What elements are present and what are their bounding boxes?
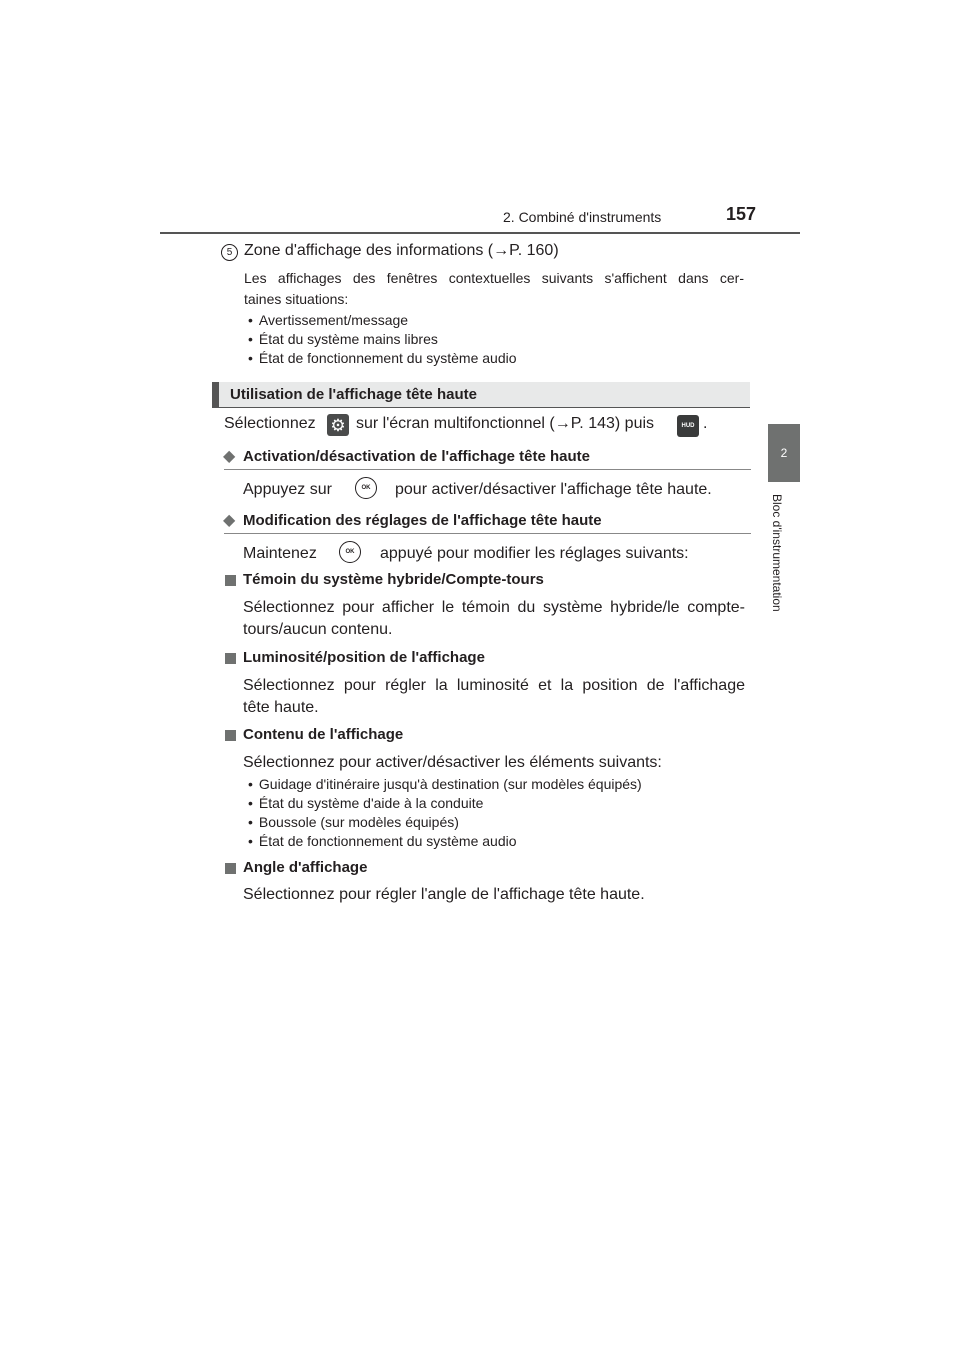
setting-bullet: • Boussole (sur modèles équipés) xyxy=(248,814,459,830)
section-heading-bar xyxy=(212,382,750,408)
setting-desc: Sélectionnez pour régler l'angle de l'affichage tête haute. xyxy=(243,886,645,903)
chapter-tab xyxy=(768,424,800,482)
setting-bullet: • État de fonctionnement du système audio xyxy=(248,833,517,849)
modification-text-post: appuyé pour modifier les réglages suivants: xyxy=(380,545,689,562)
setting-bullet: • Guidage d'itinéraire jusqu'à destination (sur modèles équipés) xyxy=(248,776,642,792)
ok-button-icon: OK xyxy=(355,477,377,499)
item5-title: Zone d'affichage des informations (→P. 160) xyxy=(244,242,559,259)
setting-desc: Sélectionnez pour afficher le témoin du système hybride/le compte- xyxy=(243,599,745,616)
subheading-rule xyxy=(224,533,751,534)
activation-heading: Activation/désactivation de l'affichage tête haute xyxy=(243,448,590,465)
header-rule xyxy=(160,232,800,234)
subheading-rule xyxy=(224,469,751,470)
intro-text-pre: Sélectionnez xyxy=(224,415,316,432)
intro-text-mid: sur l'écran multifonctionnel (→P. 143) puis xyxy=(356,415,655,432)
ok-button-icon: OK xyxy=(339,541,361,563)
page-number: 157 xyxy=(726,204,757,224)
diamond-bullet-icon: ◆ xyxy=(223,448,236,465)
modification-heading: Modification des réglages de l'affichage tête haute xyxy=(243,512,602,529)
setting-title: Luminosité/position de l'affichage xyxy=(243,649,485,666)
section-heading: Utilisation de l'affichage tête haute xyxy=(230,386,477,403)
setting-desc: tours/aucun contenu. xyxy=(243,621,393,638)
item-number-circle: 5 xyxy=(221,244,238,261)
setting-title: Témoin du système hybride/Compte-tours xyxy=(243,571,544,588)
hud-icon: HUD xyxy=(677,415,699,437)
square-bullet-icon xyxy=(225,863,236,874)
item5-bullet: • État du système mains libres xyxy=(248,331,438,347)
running-header-section: 2. Combiné d'instruments xyxy=(503,209,662,225)
square-bullet-icon xyxy=(225,653,236,664)
chapter-tab-label: Bloc d'instrumentation xyxy=(770,494,784,612)
item5-desc-line1: Les affichages des fenêtres contextuelles suivants s'affichent dans cer- xyxy=(244,270,744,286)
square-bullet-icon xyxy=(225,575,236,586)
gear-icon: ⚙ xyxy=(327,414,349,436)
intro-text-post: . xyxy=(703,415,708,432)
setting-desc: tête haute. xyxy=(243,699,319,716)
setting-title: Contenu de l'affichage xyxy=(243,726,404,743)
activation-text-pre: Appuyez sur xyxy=(243,481,332,498)
square-bullet-icon xyxy=(225,730,236,741)
setting-title: Angle d'affichage xyxy=(243,859,368,876)
item5-bullet: • État de fonctionnement du système audio xyxy=(248,350,517,366)
setting-desc: Sélectionnez pour activer/désactiver les éléments suivants: xyxy=(243,754,662,771)
chapter-tab-number: 2 xyxy=(780,446,788,460)
activation-text-post: pour activer/désactiver l'affichage tête haute. xyxy=(395,481,712,498)
modification-text-pre: Maintenez xyxy=(243,545,317,562)
diamond-bullet-icon: ◆ xyxy=(223,512,236,529)
setting-desc: Sélectionnez pour régler la luminosité et la position de l'affichage xyxy=(243,677,745,694)
setting-bullet: • État du système d'aide à la conduite xyxy=(248,795,483,811)
item5-desc-line2: taines situations: xyxy=(244,291,349,307)
item5-bullet: • Avertissement/message xyxy=(248,312,408,328)
